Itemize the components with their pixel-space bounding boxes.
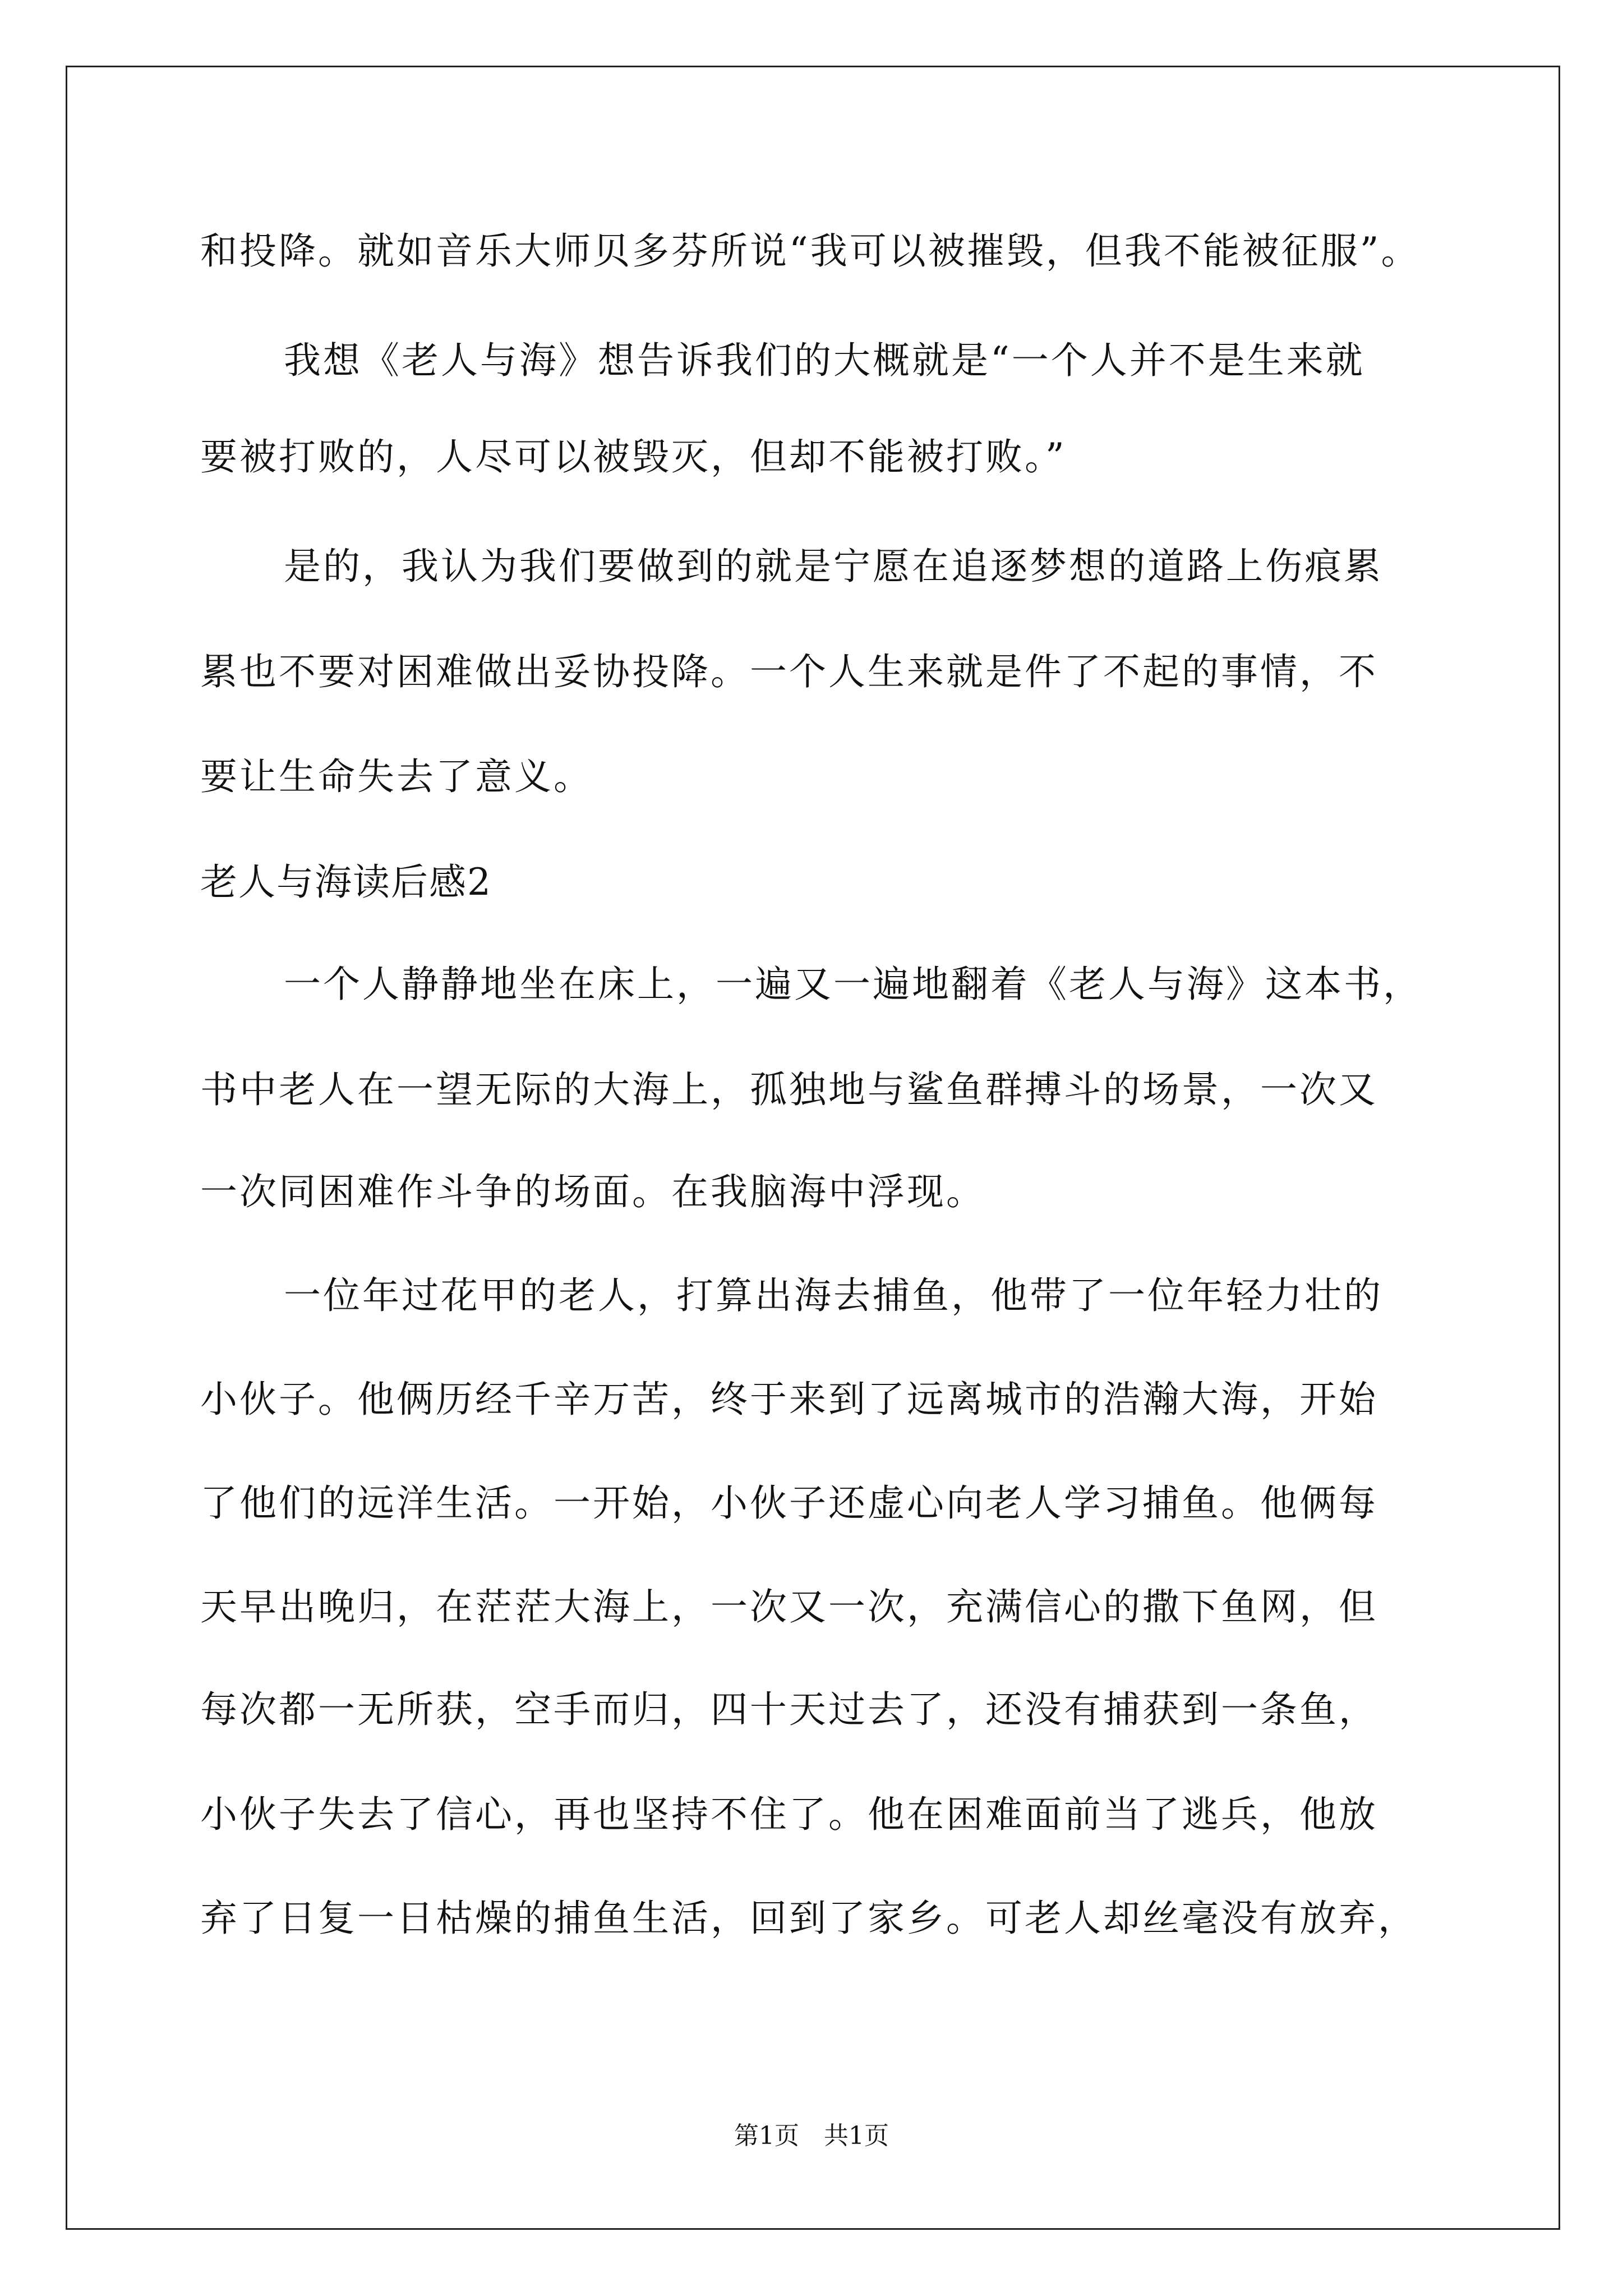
paragraph-line-11: 小伙子。他俩历经千辛万苦，终于来到了远离城市的浩瀚大海，开始 (200, 1378, 1378, 1421)
paragraph-line-10: 一位年过花甲的老人，打算出海去捕鱼，他带了一位年轻力壮的 (284, 1274, 1383, 1317)
paragraph-line-3: 要被打败的，人尽可以被毁灭，但却不能被打败。” (200, 435, 1067, 478)
paragraph-line-1: 和投降。就如音乐大师贝多芬所说“我可以被摧毁，但我不能被征服”。 (200, 229, 1421, 273)
paragraph-line-6: 要让生命失去了意义。 (200, 755, 593, 798)
paragraph-line-7: 一个人静静地坐在床上，一遍又一遍地翻着《老人与海》这本书， (284, 963, 1422, 1006)
paragraph-line-8: 书中老人在一望无际的大海上，孤独地与鲨鱼群搏斗的场景，一次又 (200, 1068, 1378, 1111)
section-heading: 老人与海读后感2 (200, 861, 492, 904)
paragraph-line-4: 是的，我认为我们要做到的就是宁愿在追逐梦想的道路上伤痕累 (284, 545, 1383, 588)
paragraph-line-2: 我想《老人与海》想告诉我们的大概就是“一个人并不是生来就 (284, 339, 1365, 382)
paragraph-line-13: 天早出晚归，在茫茫大海上，一次又一次，充满信心的撒下鱼网，但 (200, 1585, 1378, 1628)
paragraph-line-12: 了他们的远洋生活。一开始，小伙子还虚心向老人学习捕鱼。他俩每 (200, 1481, 1378, 1525)
paragraph-line-5: 累也不要对困难做出妥协投降。一个人生来就是件了不起的事情，不 (200, 650, 1378, 693)
paragraph-line-9: 一次同困难作斗争的场面。在我脑海中浮现。 (200, 1170, 985, 1213)
paragraph-line-15: 小伙子失去了信心，再也坚持不住了。他在困难面前当了逃兵，他放 (200, 1793, 1378, 1836)
paragraph-line-16: 弃了日复一日枯燥的捕鱼生活，回到了家乡。可老人却丝毫没有放弃， (200, 1897, 1417, 1940)
paragraph-line-14: 每次都一无所获，空手而归，四十天过去了，还没有捕获到一条鱼， (200, 1688, 1378, 1731)
page-footer: 第1页 共1页 (734, 2122, 889, 2150)
